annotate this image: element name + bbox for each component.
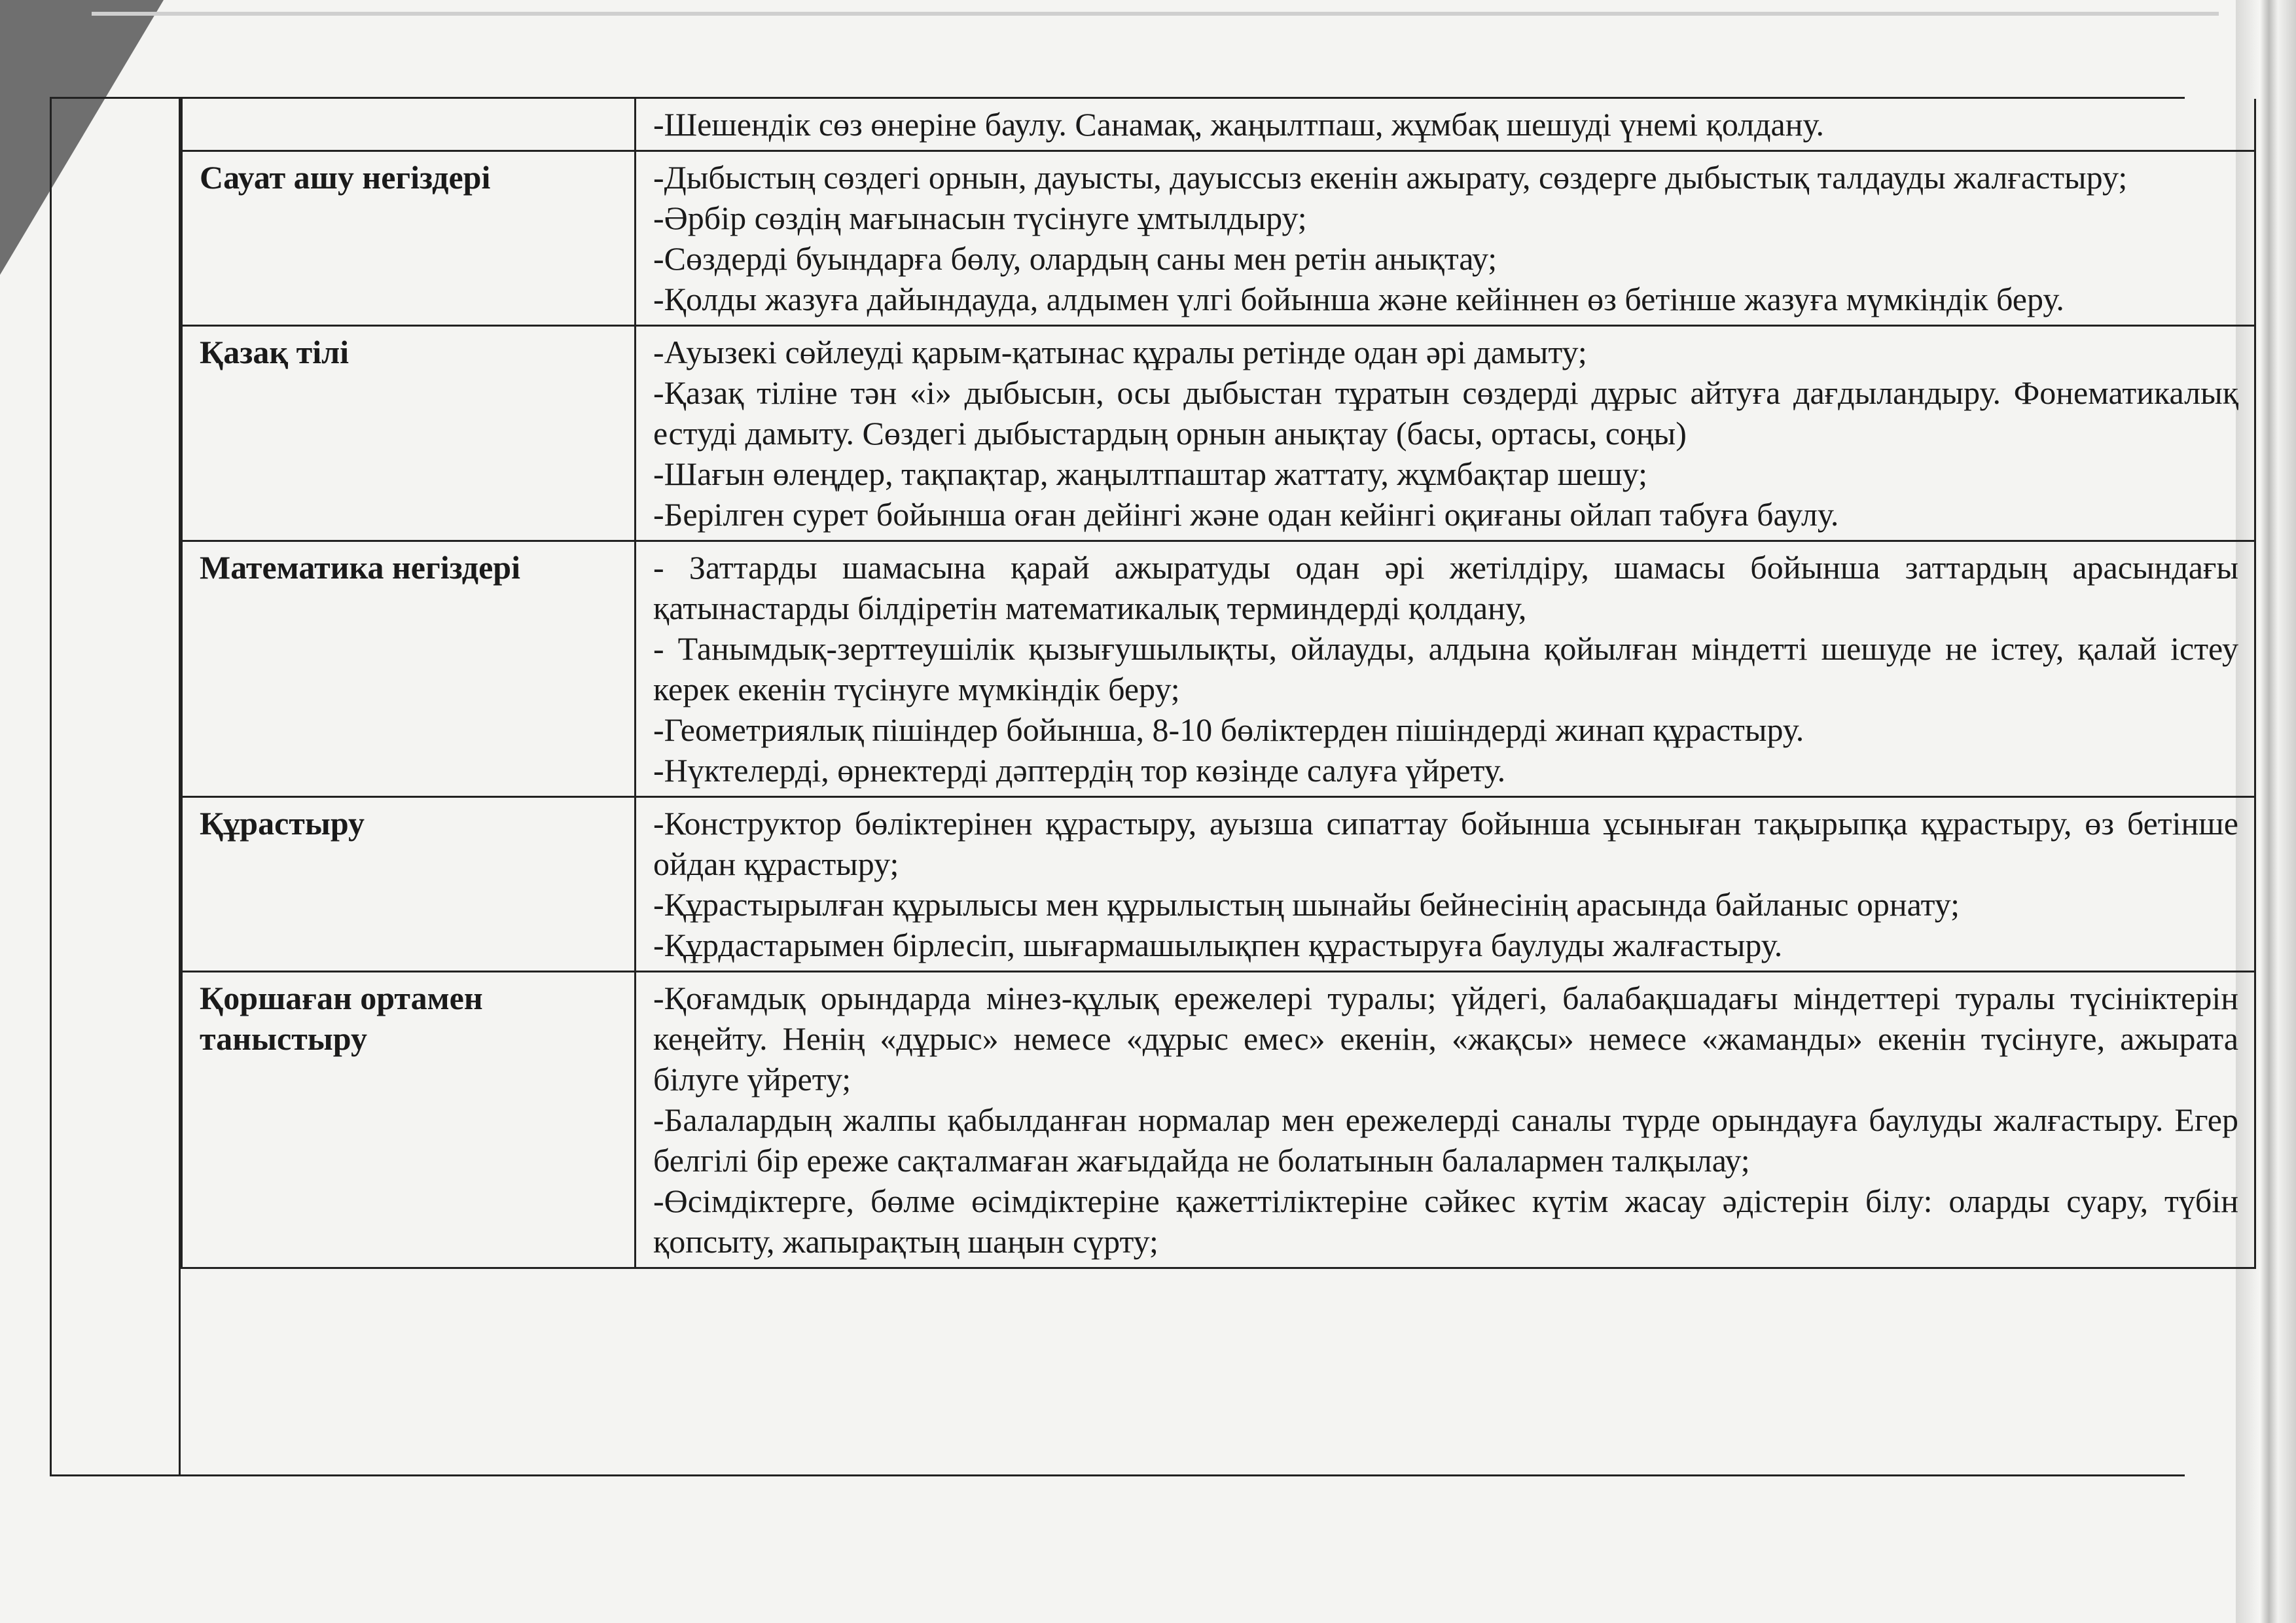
table-row [182,99,2255,151]
goal-item: -Конструктор бөліктерінен құрастыру, ауызша сипаттау бойынша ұсыныған тақырыпқа құрастыру, өз бетінше ойдан құрастыру; [653,805,2238,882]
goal-item: - Танымдық-зерттеушілік қызығушылықты, ойлауды, алдына қойылған міндетті шешуде не істеу, қалай істеу керек екенін түсінуге мүмкіндік беру; [653,630,2238,707]
table-row [182,972,2255,1268]
goals-cell [636,972,2255,1268]
subject-cell: Қазақ тілі [182,326,636,541]
goal-item: -Шешендік сөз өнеріне баулу. Санамақ, жаңылтпаш, жұмбақ шешуді үнемі қолдану. [653,106,1824,143]
table-row [182,797,2255,972]
goal-item: -Балалардың жалпы қабылданған нормалар мен ережелерді саналы түрде орындауға баулуды жалғастыру. Егер белгілі бір ереже сақталмаған жағыдайда не болатынын балалармен талқылау; [653,1101,2238,1179]
goal-item: -Өсімдіктерге, бөлме өсімдіктеріне қажеттіліктеріне сәйкес күтім жасау әдістерін білу: оларды суару, түбін қопсыту, жапырақтың шаңын сүрту; [653,1183,2238,1260]
table-row [182,151,2255,326]
curriculum-table [181,99,2256,1269]
goals-cell [636,541,2255,797]
goal-item: -Геометриялық пішіндер бойынша, 8-10 бөліктерден пішіндерді жинап құрастыру. [653,711,1804,748]
goals-cell [636,797,2255,972]
subject-cell: Қоршаған ортамен таныстыру [182,972,636,1268]
scan-top-edge [92,12,2219,16]
goal-item: -Қазақ тіліне тән «і» дыбысын, осы дыбыстан тұратын сөздерді дұрыс айтуға дағдыландыру. Фонематикалық естуді дамыту. Сөздегі дыбыстардың орнын анықтау (басы, ортасы, соңы) [653,374,2238,452]
table-row [182,326,2255,541]
goal-item: -Ауызекі сөйлеуді қарым-қатынас құралы ретінде одан әрі дамыту; [653,334,1587,370]
goal-item: -Қолды жазуға дайындауда, алдымен үлгі бойынша және кейіннен өз бетінше жазуға мүмкіндік беру. [653,281,2064,317]
goal-item: -Шағын өлеңдер, тақпақтар, жаңылтпаштар жаттату, жұмбақтар шешу; [653,455,1648,492]
goal-item: -Берілген сурет бойынша оған дейінгі және одан кейінгі оқиғаны ойлап табуға баулу. [653,496,1839,533]
goal-item: -Нүктелерді, өрнектерді дәптердің тор көзінде салуға үйрету. [653,752,1506,789]
subject-cell: Математика негіздері [182,541,636,797]
curriculum-sheet [50,97,2238,1476]
goals-cell [636,99,2255,151]
goal-item: -Дыбыстың сөздегі орнын, дауысты, дауыссыз екенін ажырату, сөздерге дыбыстық талдауды жалғастыру; [653,159,2128,196]
goals-cell [636,151,2255,326]
goals-cell [636,326,2255,541]
goal-item: -Құрдастарымен бірлесіп, шығармашылықпен құрастыруға баулуды жалғастыру. [653,927,1783,963]
goal-item: -Сөздерді буындарға бөлу, олардың саны мен ретін анықтау; [653,240,1498,277]
goal-item: -Қоғамдық орындарда мінез-құлық ережелері туралы; үйдегі, балабақшадағы міндеттері туралы түсініктерін кеңейту. Ненің «дұрыс» немесе «дұрыс емес» екенін, «жақсы» немесе «жаманды» екенін түсінуге, ажырата білуге үйрету; [653,980,2238,1097]
subject-cell: Құрастыру [182,797,636,972]
curriculum-table-body [182,99,2255,1268]
goal-item: - Заттарды шамасына қарай ажыратуды одан әрі жетілдіру, шамасы бойынша заттардың арасындағы қатынастарды білдіретін математикалық терминдерді қолдану, [653,549,2238,626]
subject-cell [182,99,636,151]
table-row [182,541,2255,797]
goal-item: -Әрбір сөздің мағынасын түсінуге ұмтылдыру; [653,200,1307,236]
left-margin-column [50,99,181,1474]
subject-cell: Сауат ашу негіздері [182,151,636,326]
goal-item: -Құрастырылған құрылысы мен құрылыстың шынайы бейнесінің арасында байланыс орнату; [653,886,1960,923]
